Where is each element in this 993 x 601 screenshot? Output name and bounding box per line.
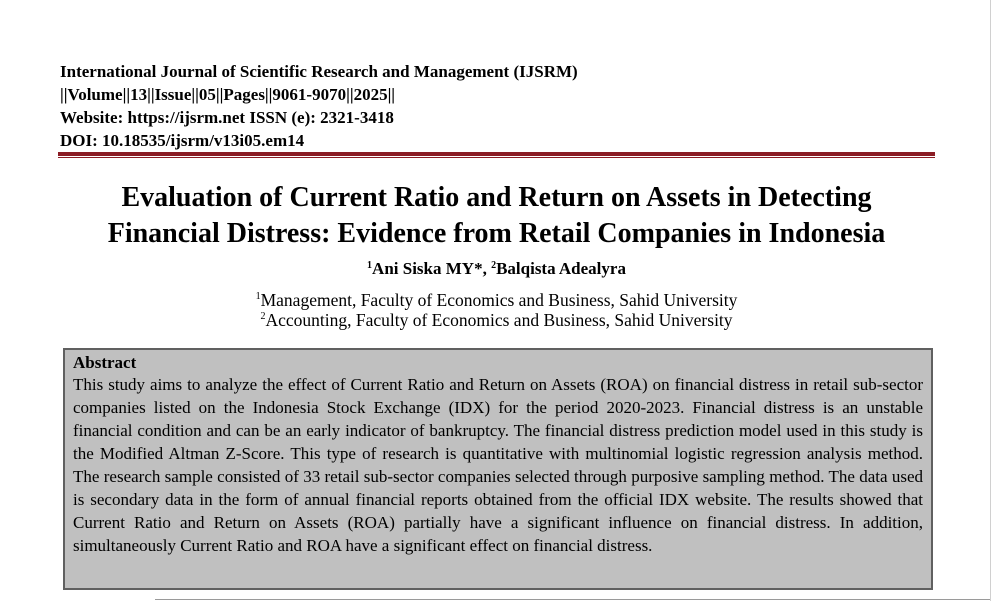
affiliation-2 [40, 310, 953, 330]
page-edge-line [990, 0, 991, 601]
journal-website-issn: Website: https://ijsrm.net ISSN (e): 2321-3418 [60, 108, 394, 127]
author-1-name: Ani Siska MY*, [372, 259, 487, 278]
bottom-divider [155, 599, 990, 600]
abstract-box [63, 348, 933, 590]
abstract-body: This study aims to analyze the effect of Current Ratio and Return on Assets (ROA) on financial distress in retail sub-sector companies listed on the Indonesia Stock Exchange (IDX) for the period 2020-2023. Financial distress is an unstable financial condition and can be an early indicator of bankruptcy. The financial distress prediction model used in this study is the Modified Altman Z-Score. This type of research is quantitative with multinomial logistic regression analysis method. The research sample consisted of 33 retail sub-sector companies selected through purposive sampling method. The data used is secondary data in the form of annual financial reports obtained from the official IDX website. The results showed that Current Ratio and Return on Assets (ROA) partially have a significant influence on financial distress. In addition, simultaneously Current Ratio and ROA have a significant effect on financial distress. [73, 375, 923, 555]
header-divider-thin [58, 157, 935, 158]
paper-title-line-1: Evaluation of Current Ratio and Return on Assets in Detecting [121, 182, 872, 213]
affiliation-1 [40, 290, 953, 310]
journal-name: International Journal of Scientific Research and Management (IJSRM) [60, 62, 578, 81]
paper-title [40, 180, 953, 252]
author-1-marker: 1 [367, 260, 373, 271]
abstract-heading: Abstract [73, 353, 137, 372]
affiliation-2-text: Accounting, Faculty of Economics and Business, Sahid University [265, 310, 733, 330]
journal-header [60, 60, 940, 152]
paper-title-line-2: Financial Distress: Evidence from Retail Companies in Indonesia [107, 218, 886, 249]
journal-volume-info: ||Volume||13||Issue||05||Pages||9061-9070||2025|| [60, 85, 396, 104]
author-2-name: Balqista Adealyra [496, 259, 626, 278]
author-2-marker: 2 [491, 260, 497, 271]
affiliation-list [40, 290, 953, 330]
affiliation-1-marker: 1 [255, 291, 261, 302]
affiliation-1-text: Management, Faculty of Economics and Business, Sahid University [260, 290, 738, 310]
journal-doi: DOI: 10.18535/ijsrm/v13i05.em14 [60, 131, 305, 150]
affiliation-2-marker: 2 [260, 311, 266, 322]
author-list [40, 258, 953, 280]
header-divider-thick [58, 152, 935, 156]
